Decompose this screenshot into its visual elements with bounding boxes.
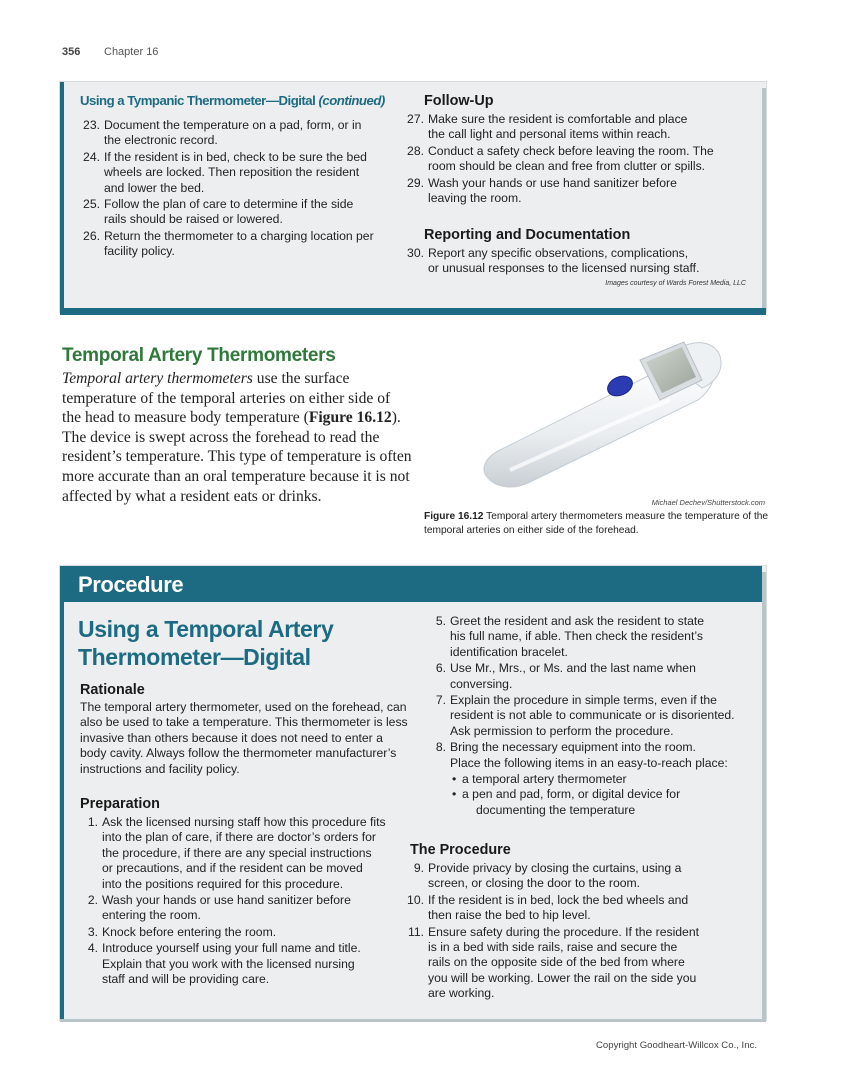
procedure-title: Using a Temporal Artery Thermometer—Digital bbox=[78, 616, 334, 670]
procedure-steps bbox=[404, 861, 760, 1003]
step-3: 3. Knock before entering the room. bbox=[87, 924, 277, 939]
temporal-section-body: Temporal artery thermometers use the surface temperature of the temporal arteries on either side of the head to measure body temperature (Figure 16.12). The device is swept across the forehead to read the resident’s temperature. This type of temperature is often more accurate than an oral temperature because it is not affected by what a resident eats or drinks. bbox=[62, 370, 412, 505]
step-10: 10. If the resident is in bed, lock the bed wheels and then raise the bed to hip level. bbox=[407, 892, 689, 923]
bullet-item: • a temporal artery thermometer bbox=[452, 772, 627, 787]
procedure-right-steps bbox=[426, 614, 760, 818]
box-bottom-bar bbox=[60, 308, 766, 315]
bullet-item: • a pen and pad, form, or digital device for documenting the temperature bbox=[452, 787, 681, 817]
step-26: 26. Return the thermometer to a charging location per facility policy. bbox=[83, 228, 374, 259]
figure-caption: Figure 16.12 Temporal artery thermometers measure the temperature of the temporal arteries on either side of the forehead. bbox=[424, 511, 769, 536]
rationale-text: The temporal artery thermometer, used on the forehead, can also be used to take a temperature. This thermometer is less invasive than others because it does not need to enter a body cavity. Always follow the thermometer manufacturer’s instructions and facility policy. bbox=[80, 700, 408, 776]
rationale-heading: Rationale bbox=[80, 682, 145, 698]
step-6: 6. Use Mr., Mrs., or Ms. and the last name when conversing. bbox=[435, 661, 696, 691]
continued-left-steps bbox=[80, 118, 400, 261]
follow-up-heading: Follow-Up bbox=[424, 93, 494, 109]
continued-title-main: Using a Tympanic Thermometer—Digital bbox=[80, 93, 316, 108]
preparation-steps bbox=[78, 815, 406, 988]
key-term: Temporal artery thermometers bbox=[62, 370, 253, 387]
step-1: 1. Ask the licensed nursing staff how this procedure fits into the plan of care, if there are doctor’s orders for the procedure, if there are any special instructions or precautions, and if the resident can be moved into the positions required for this procedure. bbox=[87, 815, 386, 891]
the-procedure-heading: The Procedure bbox=[410, 842, 511, 858]
step-5: 5. Greet the resident and ask the resident to state his full name, if able. Then check the resident’s identification bracelet. bbox=[435, 614, 705, 659]
thermometer-image bbox=[470, 330, 730, 495]
continued-title bbox=[80, 93, 385, 108]
preparation-heading: Preparation bbox=[80, 796, 160, 812]
procedure-box-shadow bbox=[762, 572, 766, 1022]
chapter-label: Chapter 16 bbox=[104, 46, 159, 58]
step-7: 7. Explain the procedure in simple terms, even if the resident is not able to communicate or is disoriented. Ask permission to perform the procedure. bbox=[435, 693, 735, 738]
figure-credit: Michael Dechev/Shutterstock.com bbox=[651, 498, 765, 507]
step-2: 2. Wash your hands or use hand sanitizer before entering the room. bbox=[87, 893, 351, 923]
reporting-heading: Reporting and Documentation bbox=[424, 227, 631, 243]
step-4: 4. Introduce yourself using your full name and title. Explain that you work with the licensed nursing staff and will be providing care. bbox=[87, 941, 361, 987]
image-credit: Images courtesy of Wards Forest Media, LLC bbox=[605, 280, 746, 287]
step-28: 28. Conduct a safety check before leaving the room. The room should be clean and free from clutter or spills. bbox=[407, 143, 714, 174]
step-24: 24. If the resident is in bed, check to be sure the bed wheels are locked. Then reposition the resident and lower the bed. bbox=[83, 149, 367, 195]
continued-title-suffix: (continued) bbox=[318, 93, 385, 108]
step-23: 23. Document the temperature on a pad, form, or in the electronic record. bbox=[83, 118, 362, 148]
page-number: 356 bbox=[62, 46, 81, 58]
figure-reference: Figure 16.12 bbox=[308, 409, 392, 427]
step-9: 9. Provide privacy by closing the curtains, using a screen, or closing the door to the room. bbox=[413, 861, 682, 891]
step-11: 11. Ensure safety during the procedure. If the resident is in a bed with side rails, raise and secure the rails on the opposite side of the bed from where you will be working. Lower the rail on the side you are working. bbox=[407, 924, 699, 1001]
procedure-banner-label: Procedure bbox=[78, 572, 184, 597]
step-8: 8. Bring the necessary equipment into the room. Place the following items in an easy-to-reach place: bbox=[435, 740, 728, 770]
box-shadow bbox=[762, 88, 766, 310]
figure-label: Figure 16.12 bbox=[424, 511, 484, 522]
temporal-section-title: Temporal Artery Thermometers bbox=[62, 345, 336, 366]
procedure-box-bottom bbox=[60, 1019, 766, 1022]
step-30: 30. Report any specific observations, complications, or unusual responses to the licensed nursing staff. bbox=[407, 246, 700, 276]
follow-up-steps bbox=[404, 112, 754, 207]
step-25: 25. Follow the plan of care to determine if the side rails should be raised or lowered. bbox=[83, 197, 354, 227]
reporting-steps bbox=[404, 246, 754, 278]
step-27: 27. Make sure the resident is comfortable and place the call light and personal items within reach. bbox=[407, 112, 688, 142]
copyright-footer: Copyright Goodheart-Willcox Co., Inc. bbox=[596, 1040, 758, 1051]
step-29: 29. Wash your hands or use hand sanitizer before leaving the room. bbox=[407, 175, 677, 206]
